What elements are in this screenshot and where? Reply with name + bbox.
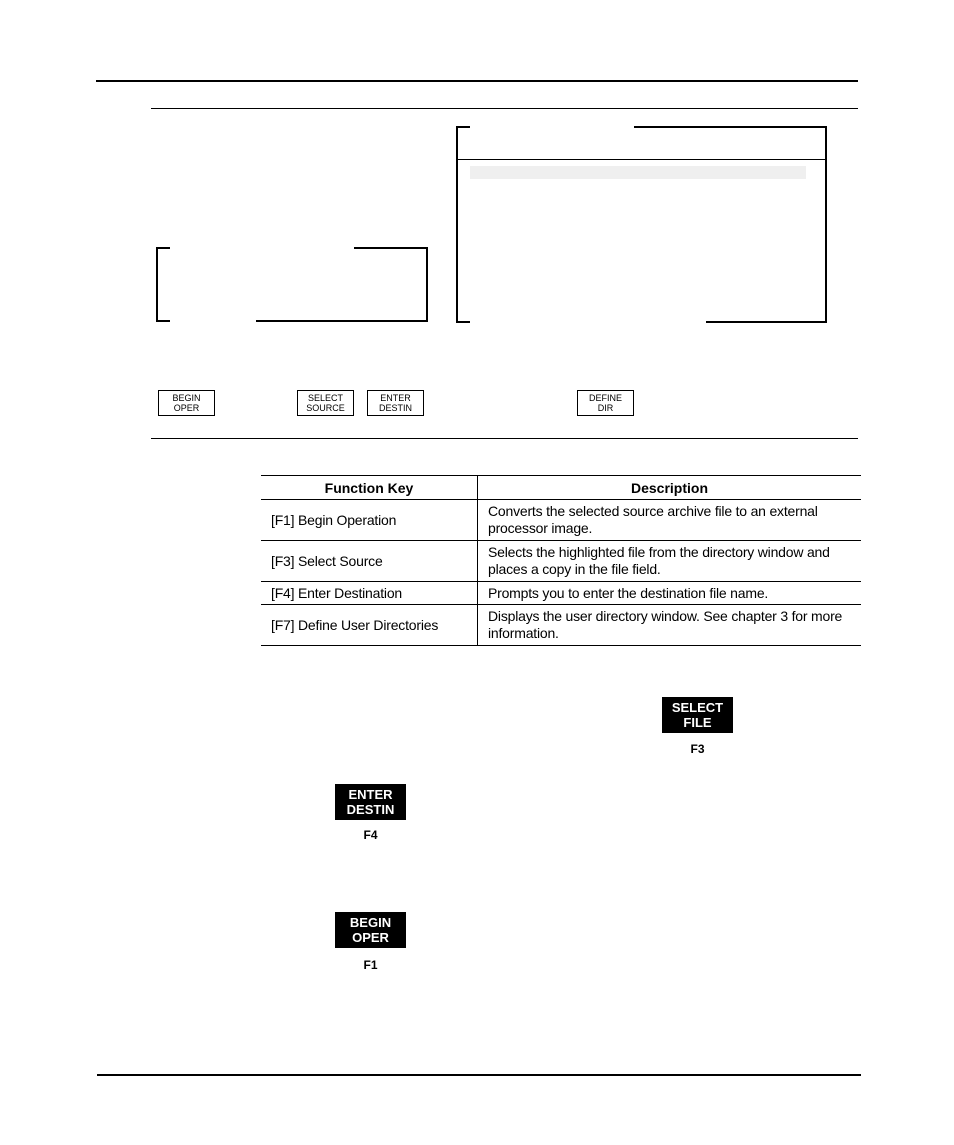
function-key-table: [261, 475, 861, 646]
directory-highlight-row[interactable]: [470, 166, 806, 179]
description-cell: Prompts you to enter the destination file name.: [478, 582, 862, 605]
select-source-softkey[interactable]: [297, 390, 354, 416]
screen-top-rule: [151, 108, 858, 109]
frame-bottom-gap: [170, 320, 256, 322]
frame-title-gap: [170, 247, 354, 249]
select-file-key-icon: [662, 697, 733, 733]
enter-destin-softkey[interactable]: [367, 390, 424, 416]
source-file-frame: [156, 247, 428, 322]
function-key-cell: [F7] Define User Directories: [261, 605, 478, 646]
softkey-line2: OPER: [173, 403, 200, 413]
softkey-line2: DIR: [597, 403, 614, 413]
softkey-line1: DEFINE: [588, 393, 622, 403]
softkey-line1: ENTER: [380, 393, 411, 403]
frame-bottom-gap: [470, 321, 706, 323]
key-line2: FILE: [683, 715, 712, 730]
key-line2: DESTIN: [346, 802, 395, 817]
header-rule: [96, 80, 858, 82]
key-line1: SELECT: [671, 700, 724, 715]
column-header-description: Description: [478, 476, 862, 500]
table-row: [261, 541, 861, 582]
footer-rule: [97, 1074, 861, 1076]
key-caption-f4: F4: [363, 828, 378, 842]
table-header-row: [261, 476, 861, 500]
softkey-line1: SELECT: [307, 393, 343, 403]
define-dir-softkey[interactable]: [577, 390, 634, 416]
description-cell: Selects the highlighted file from the directory window and places a copy in the file field.: [478, 541, 862, 582]
directory-window: [456, 126, 827, 323]
column-header-function-key: Function Key: [261, 476, 478, 500]
key-line2: OPER: [352, 930, 389, 945]
table-row: [261, 582, 861, 605]
key-caption-f3: F3: [690, 742, 705, 756]
key-line1: BEGIN: [349, 915, 392, 930]
table-row: [261, 500, 861, 541]
directory-header-divider: [458, 159, 825, 160]
softkey-line2: DESTIN: [378, 403, 412, 413]
function-key-cell: [F3] Select Source: [261, 541, 478, 582]
begin-oper-key-icon: [335, 912, 406, 948]
description-cell: Displays the user directory window. See chapter 3 for more information.: [478, 605, 862, 646]
enter-destin-key-icon: [335, 784, 406, 820]
description-cell: Converts the selected source archive file to an external processor image.: [478, 500, 862, 541]
function-key-cell: [F4] Enter Destination: [261, 582, 478, 605]
key-caption-f1: F1: [363, 958, 378, 972]
softkey-line1: BEGIN: [172, 393, 201, 403]
table-row: [261, 605, 861, 646]
softkey-line2: SOURCE: [306, 403, 345, 413]
function-key-cell: [F1] Begin Operation: [261, 500, 478, 541]
key-line1: ENTER: [348, 787, 393, 802]
screen-bottom-rule: [151, 438, 858, 439]
begin-oper-softkey[interactable]: [158, 390, 215, 416]
frame-title-gap: [470, 126, 634, 128]
